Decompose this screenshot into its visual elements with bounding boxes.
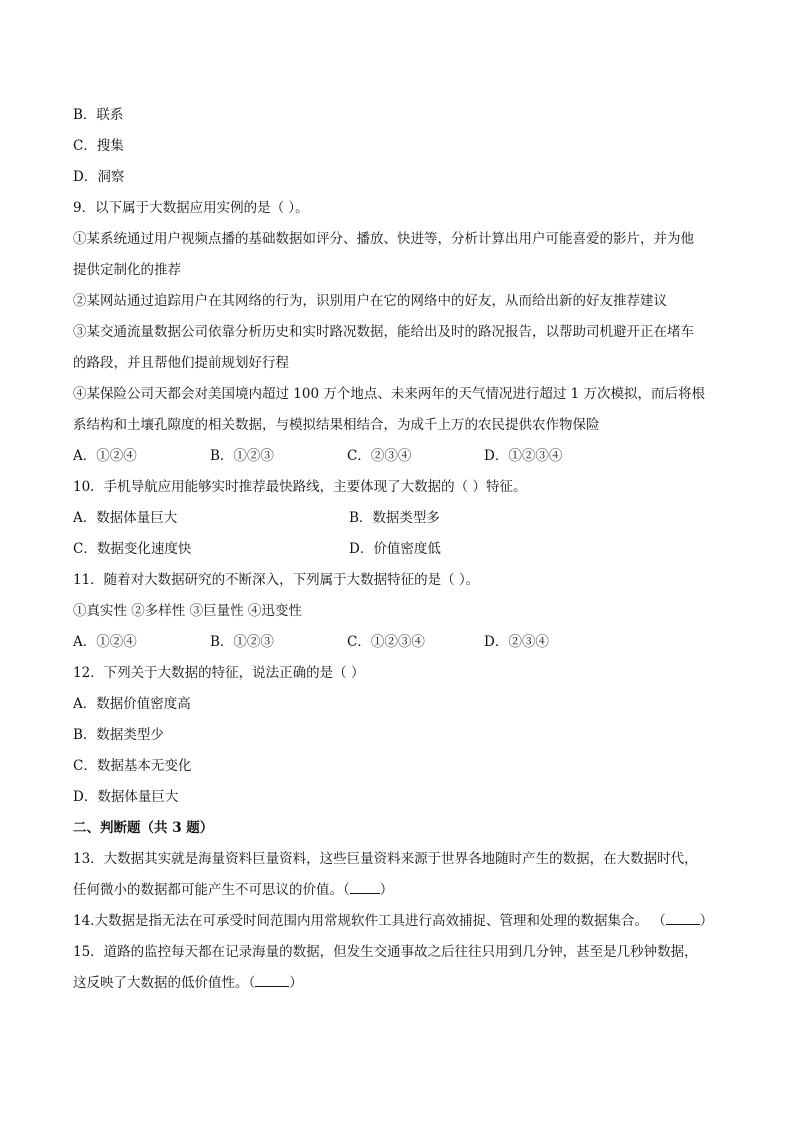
- question-13: 13．大数据其实就是海量资料巨量资料，这些巨量资料来源于世界各地随时产生的数据，在大数据时代，: [73, 851, 698, 867]
- answer-blank[interactable]: [255, 971, 289, 987]
- answer-blank[interactable]: [350, 878, 380, 894]
- question-9: 9．以下属于大数据应用实例的是（ ）。: [73, 200, 309, 216]
- question-11-items: ①真实性 ②多样性 ③巨量性 ④迅变性: [73, 603, 302, 619]
- paren-close: ）: [289, 975, 303, 991]
- option-c: C．②③④: [347, 448, 412, 464]
- question-13-cont: [73, 875, 733, 906]
- section-heading: 二、判断题（共 3 题）: [73, 820, 214, 836]
- option-line: B．联系: [73, 107, 124, 123]
- question-10-options-row1: [73, 503, 733, 534]
- question-9-item-3: ③某交通流量数据公司依靠分析历史和实时路况数据，能给出及时的路况报告，以帮助司机避开正在堵车: [73, 324, 694, 340]
- question-14: [73, 906, 733, 937]
- question-10: 10．手机导航应用能够实时推荐最快路线，主要体现了大数据的（ ）特征。: [73, 479, 527, 495]
- option-a: A．数据体量巨大: [73, 510, 178, 526]
- question-9-item-4-cont: 系结构和土壤孔隙度的相关数据，与模拟结果相结合，为成千上万的农民提供农作物保险: [73, 417, 600, 433]
- question-13-text: 任何微小的数据都可能产生不可思议的价值。（: [73, 882, 350, 898]
- paren-close: ）: [379, 882, 394, 898]
- option-c: C．数据变化速度快: [73, 541, 192, 557]
- question-15: 15．道路的监控每天都在记录海量的数据，但发生交通事故之后往往只用到几分钟，甚至是几秒钟数据，: [73, 944, 698, 960]
- question-9-item-4: ④某保险公司天都会对美国境内超过 100 万个地点、未来两年的天气情况进行超过 1 万次模拟，而后将根: [73, 386, 706, 402]
- option-a: A．①②④: [73, 634, 137, 650]
- option-line: C．搜集: [73, 138, 124, 154]
- question-9-item-3-cont: 的路段，并且帮他们提前规划好行程: [73, 355, 289, 371]
- question-11-options: [73, 627, 733, 658]
- question-15-text: 这反映了大数据的低价值性。（: [73, 975, 256, 991]
- option-line: D．洞察: [73, 169, 125, 185]
- option-d: D．①②③④: [484, 448, 563, 464]
- option-c: C．①②③④: [347, 634, 425, 650]
- option-a: A．①②④: [73, 448, 137, 464]
- question-15-cont: [73, 968, 733, 999]
- option-b: B．①②③: [210, 448, 274, 464]
- question-9-item-1-cont: 提供定制化的推荐: [73, 262, 181, 278]
- option-c: C．数据基本无变化: [73, 758, 192, 774]
- option-b: B．数据类型多: [349, 510, 440, 526]
- question-11: 11．随着对大数据研究的不断深入，下列属于大数据特征的是（ ）。: [73, 572, 480, 588]
- question-10-options-row2: [73, 534, 733, 565]
- question-9-options: [73, 441, 733, 472]
- document-page: [73, 100, 733, 999]
- answer-blank[interactable]: [666, 909, 700, 925]
- option-a: A．数据价值密度高: [73, 696, 191, 712]
- question-12: 12．下列关于大数据的特征，说法正确的是（ ）: [73, 665, 365, 681]
- question-14-text: 14.大数据是指无法在可承受时间范围内用常规软件工具进行高效捕捉、管理和处理的数据集合。 （: [73, 913, 666, 929]
- option-b: B．①②③: [210, 634, 274, 650]
- paren-close: ）: [699, 913, 714, 929]
- option-b: B．数据类型少: [73, 727, 164, 743]
- question-9-item-1: ①某系统通过用户视频点播的基础数据如评分、播放、快进等，分析计算出用户可能喜爱的影片，并为他: [73, 231, 694, 247]
- option-d: D．价值密度低: [349, 541, 441, 557]
- option-d: D．数据体量巨大: [73, 789, 179, 805]
- question-9-item-2: ②某网站通过追踪用户在其网络的行为，识别用户在它的网络中的好友，从而给出新的好友推荐建议: [73, 293, 667, 309]
- option-d: D．②③④: [484, 634, 549, 650]
